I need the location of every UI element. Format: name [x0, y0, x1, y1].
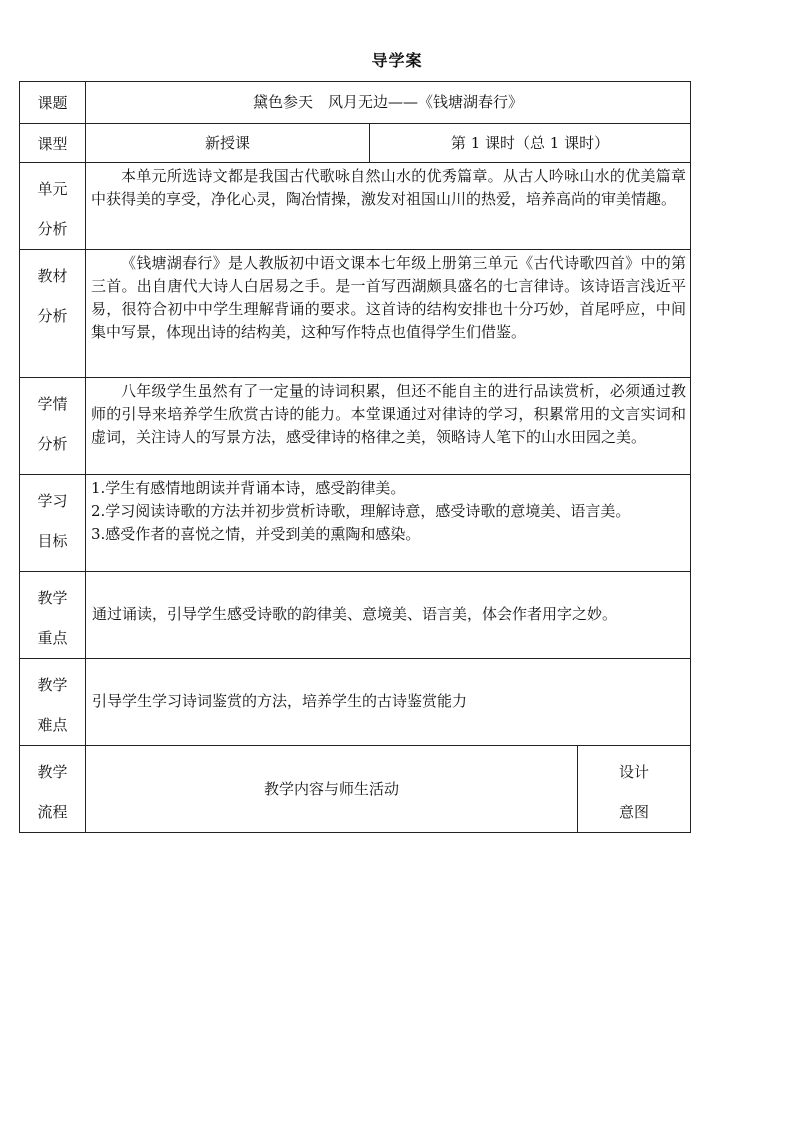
material-analysis-label-2: 分析	[37, 307, 68, 325]
learning-goals-row	[20, 475, 691, 572]
key-points-label-1: 教学	[37, 589, 68, 607]
difficulty-row	[20, 659, 691, 746]
topic-value: 黛色参天 风月无边——《钱塘湖春行》	[86, 82, 691, 124]
learner-analysis-label	[20, 378, 86, 475]
difficulty-label-1: 教学	[37, 676, 68, 694]
learner-analysis-row	[20, 378, 691, 475]
goal-item-3: 3.感受作者的喜悦之情，并受到美的熏陶和感染。	[91, 525, 421, 543]
learning-goals-label	[20, 475, 86, 572]
goal-item-2: 2.学习阅读诗歌的方法并初步赏析诗歌，理解诗意，感受诗歌的意境美、语言美。	[91, 502, 631, 520]
unit-analysis-label-1: 单元	[37, 180, 68, 198]
design-intent-label-2: 意图	[619, 803, 650, 821]
document-title: 导学案	[371, 51, 423, 70]
design-intent-header	[578, 746, 691, 833]
material-analysis-text: 《钱塘湖春行》是人教版初中语文课本七年级上册第三单元《古代诗歌四首》中的第三首。出自唐代大诗人白居易之手。是一首写西湖颇具盛名的七言律诗。该诗语言浅近平易，很符合初中中学生理解背诵的要求。这首诗的结构安排也十分巧妙，首尾呼应，中间集中写景，体现出诗的结构美，这种写作特点也值得学生们借鉴。	[86, 250, 691, 378]
process-label-2: 流程	[37, 803, 68, 821]
type-value: 新授课	[86, 124, 370, 163]
difficulty-label-2: 难点	[37, 716, 68, 734]
learner-analysis-label-2: 分析	[37, 435, 68, 453]
process-label-1: 教学	[37, 763, 68, 781]
process-content-header: 教学内容与师生活动	[86, 746, 578, 833]
topic-label: 课题	[20, 82, 86, 124]
learning-goals-label-2: 目标	[37, 532, 68, 550]
learning-goals-label-1: 学习	[37, 492, 68, 510]
type-row	[20, 124, 691, 163]
difficulty-text: 引导学生学习诗词鉴赏的方法，培养学生的古诗鉴赏能力	[86, 659, 691, 746]
unit-analysis-text: 本单元所选诗文都是我国古代歌咏自然山水的优秀篇章。从古人吟咏山水的优美篇章中获得美的享受，净化心灵，陶冶情操，激发对祖国山川的热爱，培养高尚的审美情趣。	[86, 163, 691, 250]
process-row	[20, 746, 691, 833]
unit-analysis-label-2: 分析	[37, 220, 68, 238]
key-points-label-2: 重点	[37, 629, 68, 647]
key-points-row	[20, 572, 691, 659]
topic-row	[20, 82, 691, 124]
material-analysis-row	[20, 250, 691, 378]
period-value: 第 1 课时（总 1 课时）	[370, 124, 691, 163]
type-label: 课型	[20, 124, 86, 163]
process-label	[20, 746, 86, 833]
design-intent-label-1: 设计	[619, 763, 650, 781]
difficulty-label	[20, 659, 86, 746]
goal-item-1: 1.学生有感情地朗读并背诵本诗，感受韵律美。	[91, 479, 406, 497]
key-points-label	[20, 572, 86, 659]
unit-analysis-label	[20, 163, 86, 250]
lesson-plan-table	[19, 81, 691, 833]
unit-analysis-row	[20, 163, 691, 250]
key-points-text: 通过诵读，引导学生感受诗歌的韵律美、意境美、语言美，体会作者用字之妙。	[86, 572, 691, 659]
learner-analysis-label-1: 学情	[37, 395, 68, 413]
learning-goals-list	[86, 475, 691, 572]
material-analysis-label	[20, 250, 86, 378]
material-analysis-label-1: 教材	[37, 267, 68, 285]
learner-analysis-text: 八年级学生虽然有了一定量的诗词积累，但还不能自主的进行品读赏析，必须通过教师的引导来培养学生欣赏古诗的能力。本堂课通过对律诗的学习，积累常用的文言实词和虚词，关注诗人的写景方法，感受律诗的格律之美，领略诗人笔下的山水田园之美。	[86, 378, 691, 475]
